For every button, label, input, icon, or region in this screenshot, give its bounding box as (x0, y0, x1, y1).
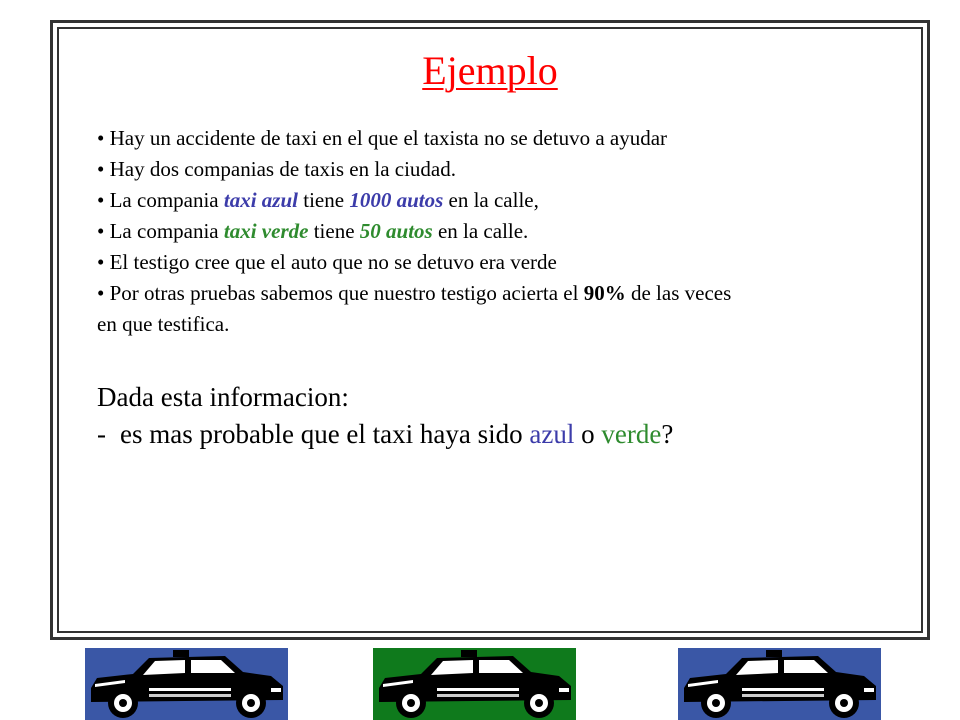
bullet-text: en la calle. (432, 219, 529, 243)
bullet-text: tiene (298, 188, 350, 212)
question-or: o (574, 419, 602, 449)
question-dash: - (97, 419, 106, 449)
question-mark: ? (661, 419, 674, 449)
company-green-name: taxi verde (223, 219, 309, 243)
bullet-witness: • El testigo cree que el auto que no se detuvo era verde (97, 250, 557, 274)
bullet-accident: • Hay un accidente de taxi en el que el taxista no se detuvo a ayudar (97, 126, 668, 150)
bullet-text: en la calle, (443, 188, 539, 212)
bullet-two-companies: • Hay dos companias de taxis en la ciudad. (97, 157, 456, 181)
taxi-card-green-middle (373, 648, 576, 720)
slide-title: Ejemplo (422, 48, 558, 93)
bullet-text: de las veces (625, 281, 732, 305)
option-verde: verde (601, 419, 662, 449)
question-line (97, 416, 927, 453)
bullet-green-company (97, 216, 927, 247)
bullet-text: tiene (308, 219, 360, 243)
company-blue-count: 1000 autos (349, 188, 444, 212)
bullet-list (97, 123, 927, 340)
witness-accuracy: 90% (583, 281, 626, 305)
bullet-evidence (97, 278, 927, 309)
taxi-icon (85, 648, 288, 720)
taxi-card-blue-right (678, 648, 881, 720)
bullet-blue-company (97, 185, 927, 216)
slide-frame (50, 20, 930, 640)
bullet-evidence-continuation: en que testifica. (97, 312, 230, 336)
question-text: es mas probable que el taxi haya sido (120, 419, 530, 449)
taxi-icon (678, 648, 881, 720)
company-blue-name: taxi azul (223, 188, 298, 212)
question-block (97, 379, 927, 453)
bullet-text: • La compania (97, 188, 224, 212)
question-intro: Dada esta informacion: (97, 382, 349, 412)
taxi-card-blue-left (85, 648, 288, 720)
option-azul: azul (529, 419, 575, 449)
taxi-icon (373, 648, 576, 720)
company-green-count: 50 autos (359, 219, 433, 243)
bullet-text: • Por otras pruebas sabemos que nuestro testigo acierta el (97, 281, 584, 305)
bullet-text: • La compania (97, 219, 224, 243)
